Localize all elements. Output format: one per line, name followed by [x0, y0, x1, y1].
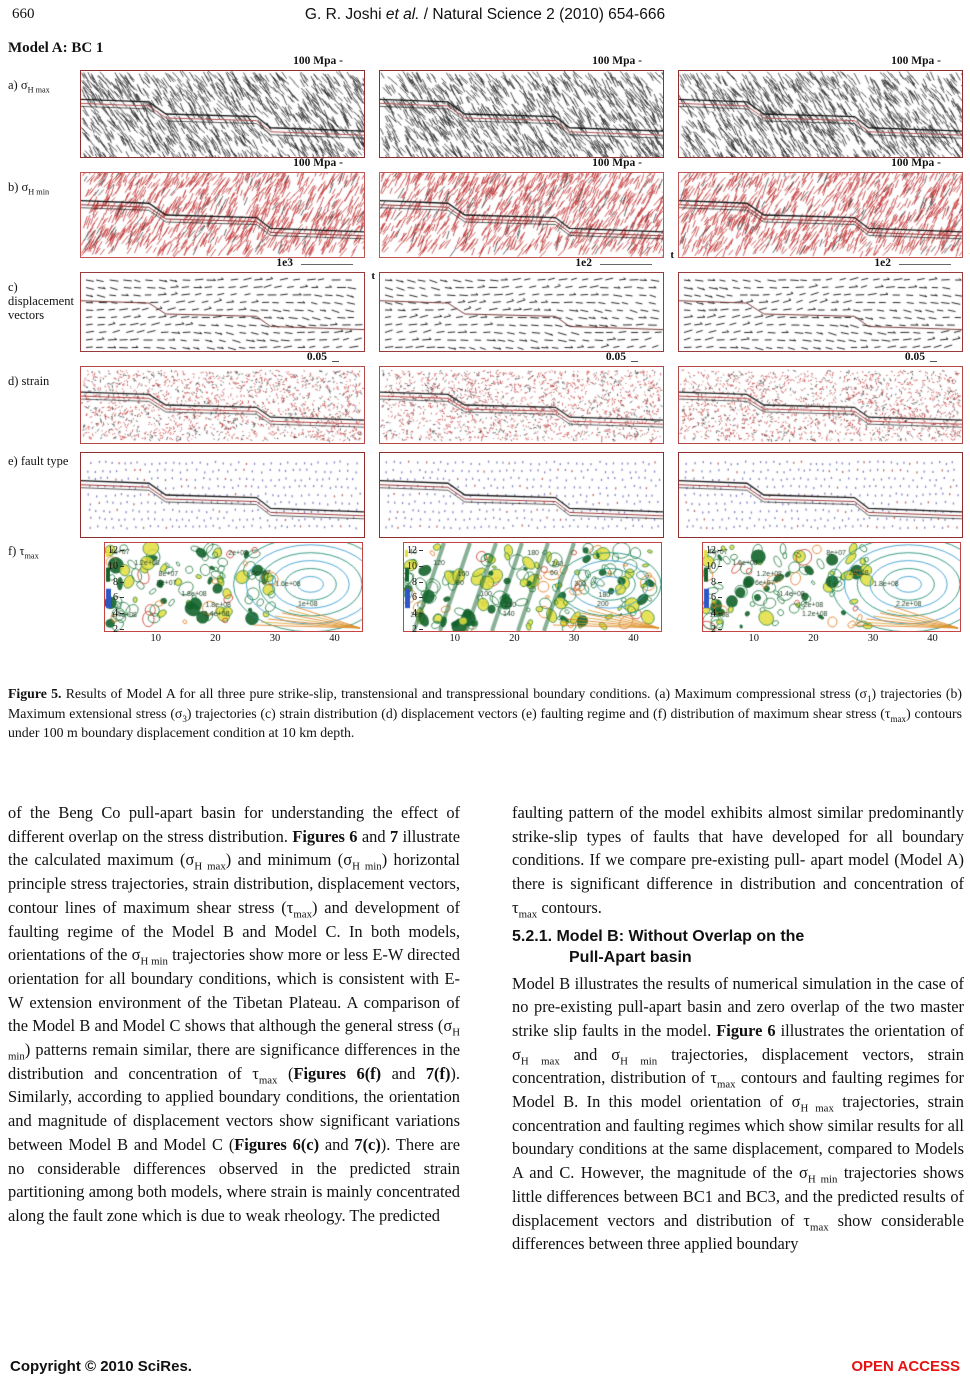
row-label-text: c) displacement: [8, 280, 74, 308]
figure-row-a: [8, 56, 963, 158]
figure-caption: Figure 5. Results of Model A for all three pure strike-slip, transtensional and transpressional boundary conditions. (a) Maximum compressional stress $(\sigma_1)$ trajectories (b) Maximum extensional stress $(\sigma_3)$ trajectories (c) strain distribution (d) displacement vectors (e) faulting regime and (f) distribution of maximum shear stress $(\tau_{max})$ contours under 100 m boundary displacement condition at 10 km depth.: [8, 686, 963, 741]
panel-fault-type-2: [379, 452, 664, 538]
figure-row-d: [8, 352, 963, 444]
x-tick: 20: [808, 633, 819, 644]
panel-displacement-1: [80, 272, 365, 352]
scale-label: 0.05: [306, 351, 327, 363]
row-label-sub: H max: [27, 85, 50, 95]
panel-displacement-2: [379, 272, 664, 352]
scale-label: 0.05: [605, 351, 626, 363]
figure-cell: [80, 56, 365, 158]
row-label-b: [8, 158, 80, 258]
x-tick: 10: [449, 633, 461, 644]
figure-5: [8, 40, 963, 646]
figure-cell: [379, 157, 674, 261]
paragraph-right-2: Model B illustrates the results of numerical simulation in the case of no pre-existing pull-apart basin and zero overlap of the two master strike slip faults in the model. Figure 6 illustrates the orientation of $\sigma_{H max}$ and $\sigma_{H min}$ trajectories, displacement vectors, strain concentration, distribution of $\tau_{max}$ contours and faulting regimes for Model B. In this model orientation of $\sigma_{H max}$ trajectories, strain concentration and faulting regimes which show similar results for all boundary conditions at the same displacement, compared to Models A and C. However, the magnitude of the $\sigma_{H min}$ trajectories shows little differences between BC1 and BC3, and the predicted results of displacement vectors and distribution of $\tau_{max}$ show considerable differences between three applied boundary: [512, 973, 964, 1254]
section-heading-line1: 5.2.1. Model B: Without Overlap on the: [512, 927, 805, 945]
y-tick: 2: [711, 625, 722, 634]
row-label-d: [8, 352, 80, 444]
scale-bar: [332, 361, 339, 362]
x-axis: [104, 632, 363, 646]
scale-label: 1e3: [276, 257, 293, 269]
running-head: G. R. Joshi et al. / Natural Science 2 (2010) 654-666: [304, 6, 666, 23]
row-label-text: a) σ: [8, 78, 28, 92]
row-label-text: d) strain: [8, 374, 50, 388]
x-tick: 30: [269, 633, 281, 644]
y-tick: 4: [113, 609, 124, 618]
x-tick: 20: [210, 633, 221, 644]
panel-fault-type-1: [80, 452, 365, 538]
panel-sigma-hmax-3: [678, 70, 963, 158]
panel-tau-max-3: [702, 542, 961, 632]
figure-cell: [678, 56, 963, 158]
figure-cell: [379, 538, 664, 646]
body-right-column: [512, 801, 964, 1256]
x-tick: 10: [150, 633, 162, 644]
row-label-c: [8, 258, 80, 352]
y-tick: 4: [412, 609, 423, 618]
panel-sigma-hmax-1: [80, 70, 365, 158]
panel-tau-max-1: [104, 542, 363, 632]
scale-bar: [899, 264, 951, 265]
x-tick: 30: [568, 633, 580, 644]
x-axis: [702, 632, 961, 646]
panel-sigma-hmin-2: [379, 172, 664, 258]
panel-sigma-hmin-3: [678, 172, 963, 258]
y-tick: 8: [412, 578, 423, 587]
figure-cell: [80, 158, 365, 258]
tau-max-plot-3: [702, 542, 961, 635]
row-label-text: b) σ: [8, 180, 29, 194]
figure-cell: [678, 444, 963, 538]
y-tick: 4: [711, 609, 722, 618]
scale-bar: [930, 361, 937, 362]
figure-row-b: [8, 157, 963, 261]
y-tick: 10: [108, 562, 124, 571]
panel-strain-1: [80, 366, 365, 444]
y-tick: 12: [108, 546, 124, 555]
x-tick: 40: [927, 633, 938, 644]
figure-cell: [80, 444, 365, 538]
article-body: [8, 801, 964, 1256]
figure-cell: [80, 352, 365, 444]
x-tick: 30: [867, 633, 879, 644]
paragraph-left: of the Beng Co pull-apart basin for understanding the effect of different overlap on the stress distribution. Figures 6 and 7 illustrate the calculated maximum $(\sigma_{H max})$ and minimum $(\sigma_{H min})$ horizontal principle stress trajectories, strain distribution, displacement vectors, contour lines of maximum shear stress $(\tau_{max})$ and development of faulting regime of the Model B and Model C. In both models, orientations of the $\sigma_{H min}$ trajectories show more or less E-W directed orientation for all boundary conditions, which is consistent with E-W extension environment of the Tibetan Plateau. A comparison of the Model B and Model C shows that although the general stress $(\sigma_{H min})$ patterns remain similar, there are significance differences in the distribution and concentration of $\tau_{max}$ (Figures 6(f) and 7(f)). Similarly, according to applied boundary conditions, the orientation and magnitude of displacement vectors show significant variations between Model B and Model C (Figures 6(c) and 7(c)). There are no considerable differences observed in the predicted strain partitioning among both models, where strain is mainly concentrated along the fault zone which is due to weak rheology. The predicted: [8, 803, 460, 1225]
figure-cell: [80, 538, 365, 646]
figure-cell: [678, 352, 963, 444]
row-label-text: e) fault type: [8, 454, 69, 468]
tau-max-plot-2: [403, 542, 662, 635]
x-tick: 20: [509, 633, 520, 644]
scale-label: 100 Mpa -: [891, 157, 941, 169]
y-axis: [401, 546, 423, 634]
row-label-text: f) τ: [8, 544, 25, 558]
figure-cell: [80, 257, 375, 352]
figure-cell: [379, 444, 664, 538]
scale-bar: [631, 361, 638, 362]
row-label-a: [8, 56, 80, 158]
paragraph-right-1: faulting pattern of the model exhibits almost similar predominantly strike-slip types of faults that have developed for all boundary conditions. If we compare pre-existing pull- apart model (Model A) there is significant difference in distribution and concentration of $\tau_{max}$ contours.: [512, 803, 964, 921]
t-scale-marker: t: [371, 270, 375, 282]
y-tick: 2: [113, 625, 124, 634]
figure-row-e: [8, 444, 963, 538]
y-axis: [102, 546, 124, 634]
section-heading: [512, 926, 964, 969]
figure-cell: [379, 352, 664, 444]
y-tick: 12: [407, 546, 423, 555]
figure-cell: [379, 56, 664, 158]
panel-sigma-hmax-2: [379, 70, 664, 158]
t-scale-marker: t: [670, 249, 674, 261]
panel-displacement-3: [678, 272, 963, 352]
x-tick: 40: [329, 633, 340, 644]
figure-cell: [678, 158, 963, 258]
x-tick: 10: [748, 633, 760, 644]
scale-label: 1e2: [874, 257, 891, 269]
page-footer: [10, 1358, 960, 1375]
y-tick: 6: [113, 593, 124, 602]
copyright-label: Copyright © 2010 SciRes.: [10, 1358, 192, 1375]
y-axis: [700, 546, 722, 634]
y-tick: 8: [113, 578, 124, 587]
scale-label: 100 Mpa -: [891, 55, 941, 67]
figure-cell: [678, 258, 963, 352]
figure-cell: [678, 538, 963, 646]
y-tick: 10: [706, 562, 722, 571]
scale-label: 100 Mpa -: [293, 157, 343, 169]
figure-cell: [379, 258, 664, 352]
figure-row-c: [8, 258, 963, 352]
row-label-sub: max: [24, 551, 39, 561]
scale-label: 100 Mpa -: [592, 157, 642, 169]
section-heading-line2: Pull-Apart basin: [569, 949, 692, 967]
x-tick: 40: [628, 633, 639, 644]
panel-sigma-hmin-1: [80, 172, 365, 258]
scale-label: 100 Mpa -: [592, 55, 642, 67]
y-tick: 2: [412, 625, 423, 634]
panel-strain-3: [678, 366, 963, 444]
y-tick: 12: [706, 546, 722, 555]
scale-label: 100 Mpa -: [293, 55, 343, 67]
x-axis: [403, 632, 662, 646]
y-tick: 10: [407, 562, 423, 571]
y-tick: 6: [711, 593, 722, 602]
panel-strain-2: [379, 366, 664, 444]
panel-fault-type-3: [678, 452, 963, 538]
page-number: 660: [12, 6, 35, 22]
scale-bar: [301, 264, 353, 265]
y-tick: 6: [412, 593, 423, 602]
scale-label: 0.05: [904, 351, 925, 363]
panel-tau-max-2: [403, 542, 662, 632]
y-tick: 8: [711, 578, 722, 587]
row-label-e: [8, 444, 80, 538]
open-access-label: OPEN ACCESS: [851, 1358, 960, 1375]
row-label-f: [8, 538, 80, 646]
figure-model-title: Model A: BC 1: [8, 40, 104, 56]
scale-bar: [600, 264, 652, 265]
scale-label: 1e2: [575, 257, 592, 269]
body-left-column: [8, 801, 460, 1256]
tau-max-plot-1: [104, 542, 363, 635]
figure-row-f: [8, 538, 963, 646]
row-label-sub: H min: [28, 187, 50, 197]
row-label-text-2: vectors: [8, 308, 45, 322]
